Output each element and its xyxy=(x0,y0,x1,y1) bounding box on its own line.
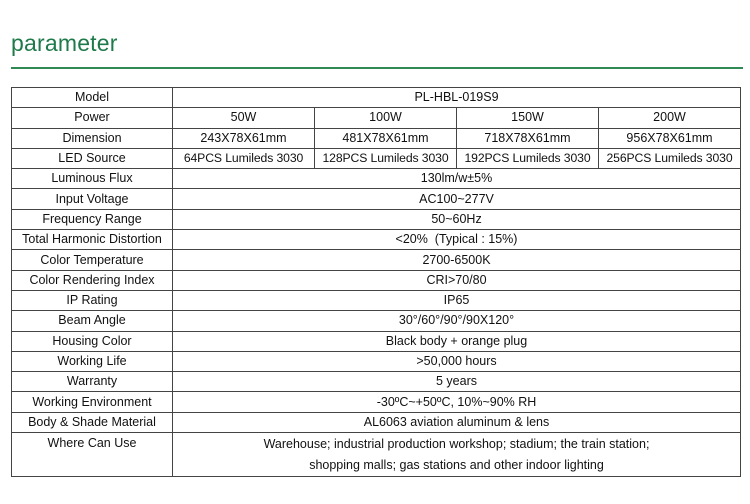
led-source-value: 64PCS Lumileds 3030 xyxy=(173,148,315,168)
row-value: -30ºC~+50ºC, 10%~90% RH xyxy=(173,392,741,412)
row-label: Input Voltage xyxy=(12,189,173,209)
row-label: IP Rating xyxy=(12,290,173,310)
row-label: Body & Shade Material xyxy=(12,412,173,432)
dimension-value: 481X78X61mm xyxy=(315,128,457,148)
row-value: AC100~277V xyxy=(173,189,741,209)
row-label: Warranty xyxy=(12,372,173,392)
where-can-use-value xyxy=(173,433,741,477)
row-label: Dimension xyxy=(12,128,173,148)
row-label: Color Temperature xyxy=(12,250,173,270)
row-label: Working Life xyxy=(12,351,173,371)
table-row-dimension xyxy=(12,128,741,148)
row-value: IP65 xyxy=(173,290,741,310)
row-value: 5 years xyxy=(173,372,741,392)
table-row xyxy=(12,209,741,229)
table-row xyxy=(12,311,741,331)
dimension-value: 718X78X61mm xyxy=(457,128,599,148)
table-row-where-can-use xyxy=(12,433,741,477)
row-value: Black body + orange plug xyxy=(173,331,741,351)
row-label: Frequency Range xyxy=(12,209,173,229)
row-value: 30°/60°/90°/90X120° xyxy=(173,311,741,331)
table-row xyxy=(12,331,741,351)
table-row xyxy=(12,189,741,209)
row-value: 130lm/w±5% xyxy=(173,169,741,189)
row-value: <20% (Typical : 15%) xyxy=(173,230,741,250)
row-label: Working Environment xyxy=(12,392,173,412)
row-value: 50~60Hz xyxy=(173,209,741,229)
power-value: 150W xyxy=(457,108,599,128)
page-title: parameter xyxy=(11,30,118,56)
where-can-use-line: Warehouse; industrial production workshop; stadium; the train station; xyxy=(263,437,650,452)
row-label: Where Can Use xyxy=(12,433,173,477)
dimension-value: 956X78X61mm xyxy=(599,128,741,148)
power-value: 100W xyxy=(315,108,457,128)
where-can-use-line: shopping malls; gas stations and other indoor lighting xyxy=(309,457,604,472)
table-row xyxy=(12,290,741,310)
table-row xyxy=(12,372,741,392)
table-row xyxy=(12,351,741,371)
row-label: Beam Angle xyxy=(12,311,173,331)
parameter-table xyxy=(11,87,741,477)
row-label: Total Harmonic Distortion xyxy=(12,230,173,250)
row-label: Housing Color xyxy=(12,331,173,351)
table-row-led-source xyxy=(12,148,741,168)
dimension-value: 243X78X61mm xyxy=(173,128,315,148)
led-source-value: 256PCS Lumileds 3030 xyxy=(599,148,741,168)
title-divider xyxy=(11,67,743,69)
table-row xyxy=(12,392,741,412)
row-value: >50,000 hours xyxy=(173,351,741,371)
table-row-power xyxy=(12,108,741,128)
table-row xyxy=(12,412,741,432)
model-value: PL-HBL-019S9 xyxy=(173,88,741,108)
row-label: Luminous Flux xyxy=(12,169,173,189)
row-label: Color Rendering Index xyxy=(12,270,173,290)
power-value: 200W xyxy=(599,108,741,128)
table-row xyxy=(12,169,741,189)
led-source-value: 128PCS Lumileds 3030 xyxy=(315,148,457,168)
table-row-model xyxy=(12,88,741,108)
table-row xyxy=(12,270,741,290)
row-label: Model xyxy=(12,88,173,108)
table-row xyxy=(12,250,741,270)
table-row xyxy=(12,230,741,250)
led-source-value: 192PCS Lumileds 3030 xyxy=(457,148,599,168)
row-value: 2700-6500K xyxy=(173,250,741,270)
power-value: 50W xyxy=(173,108,315,128)
row-value: CRI>70/80 xyxy=(173,270,741,290)
row-value: AL6063 aviation aluminum & lens xyxy=(173,412,741,432)
row-label: LED Source xyxy=(12,148,173,168)
row-label: Power xyxy=(12,108,173,128)
